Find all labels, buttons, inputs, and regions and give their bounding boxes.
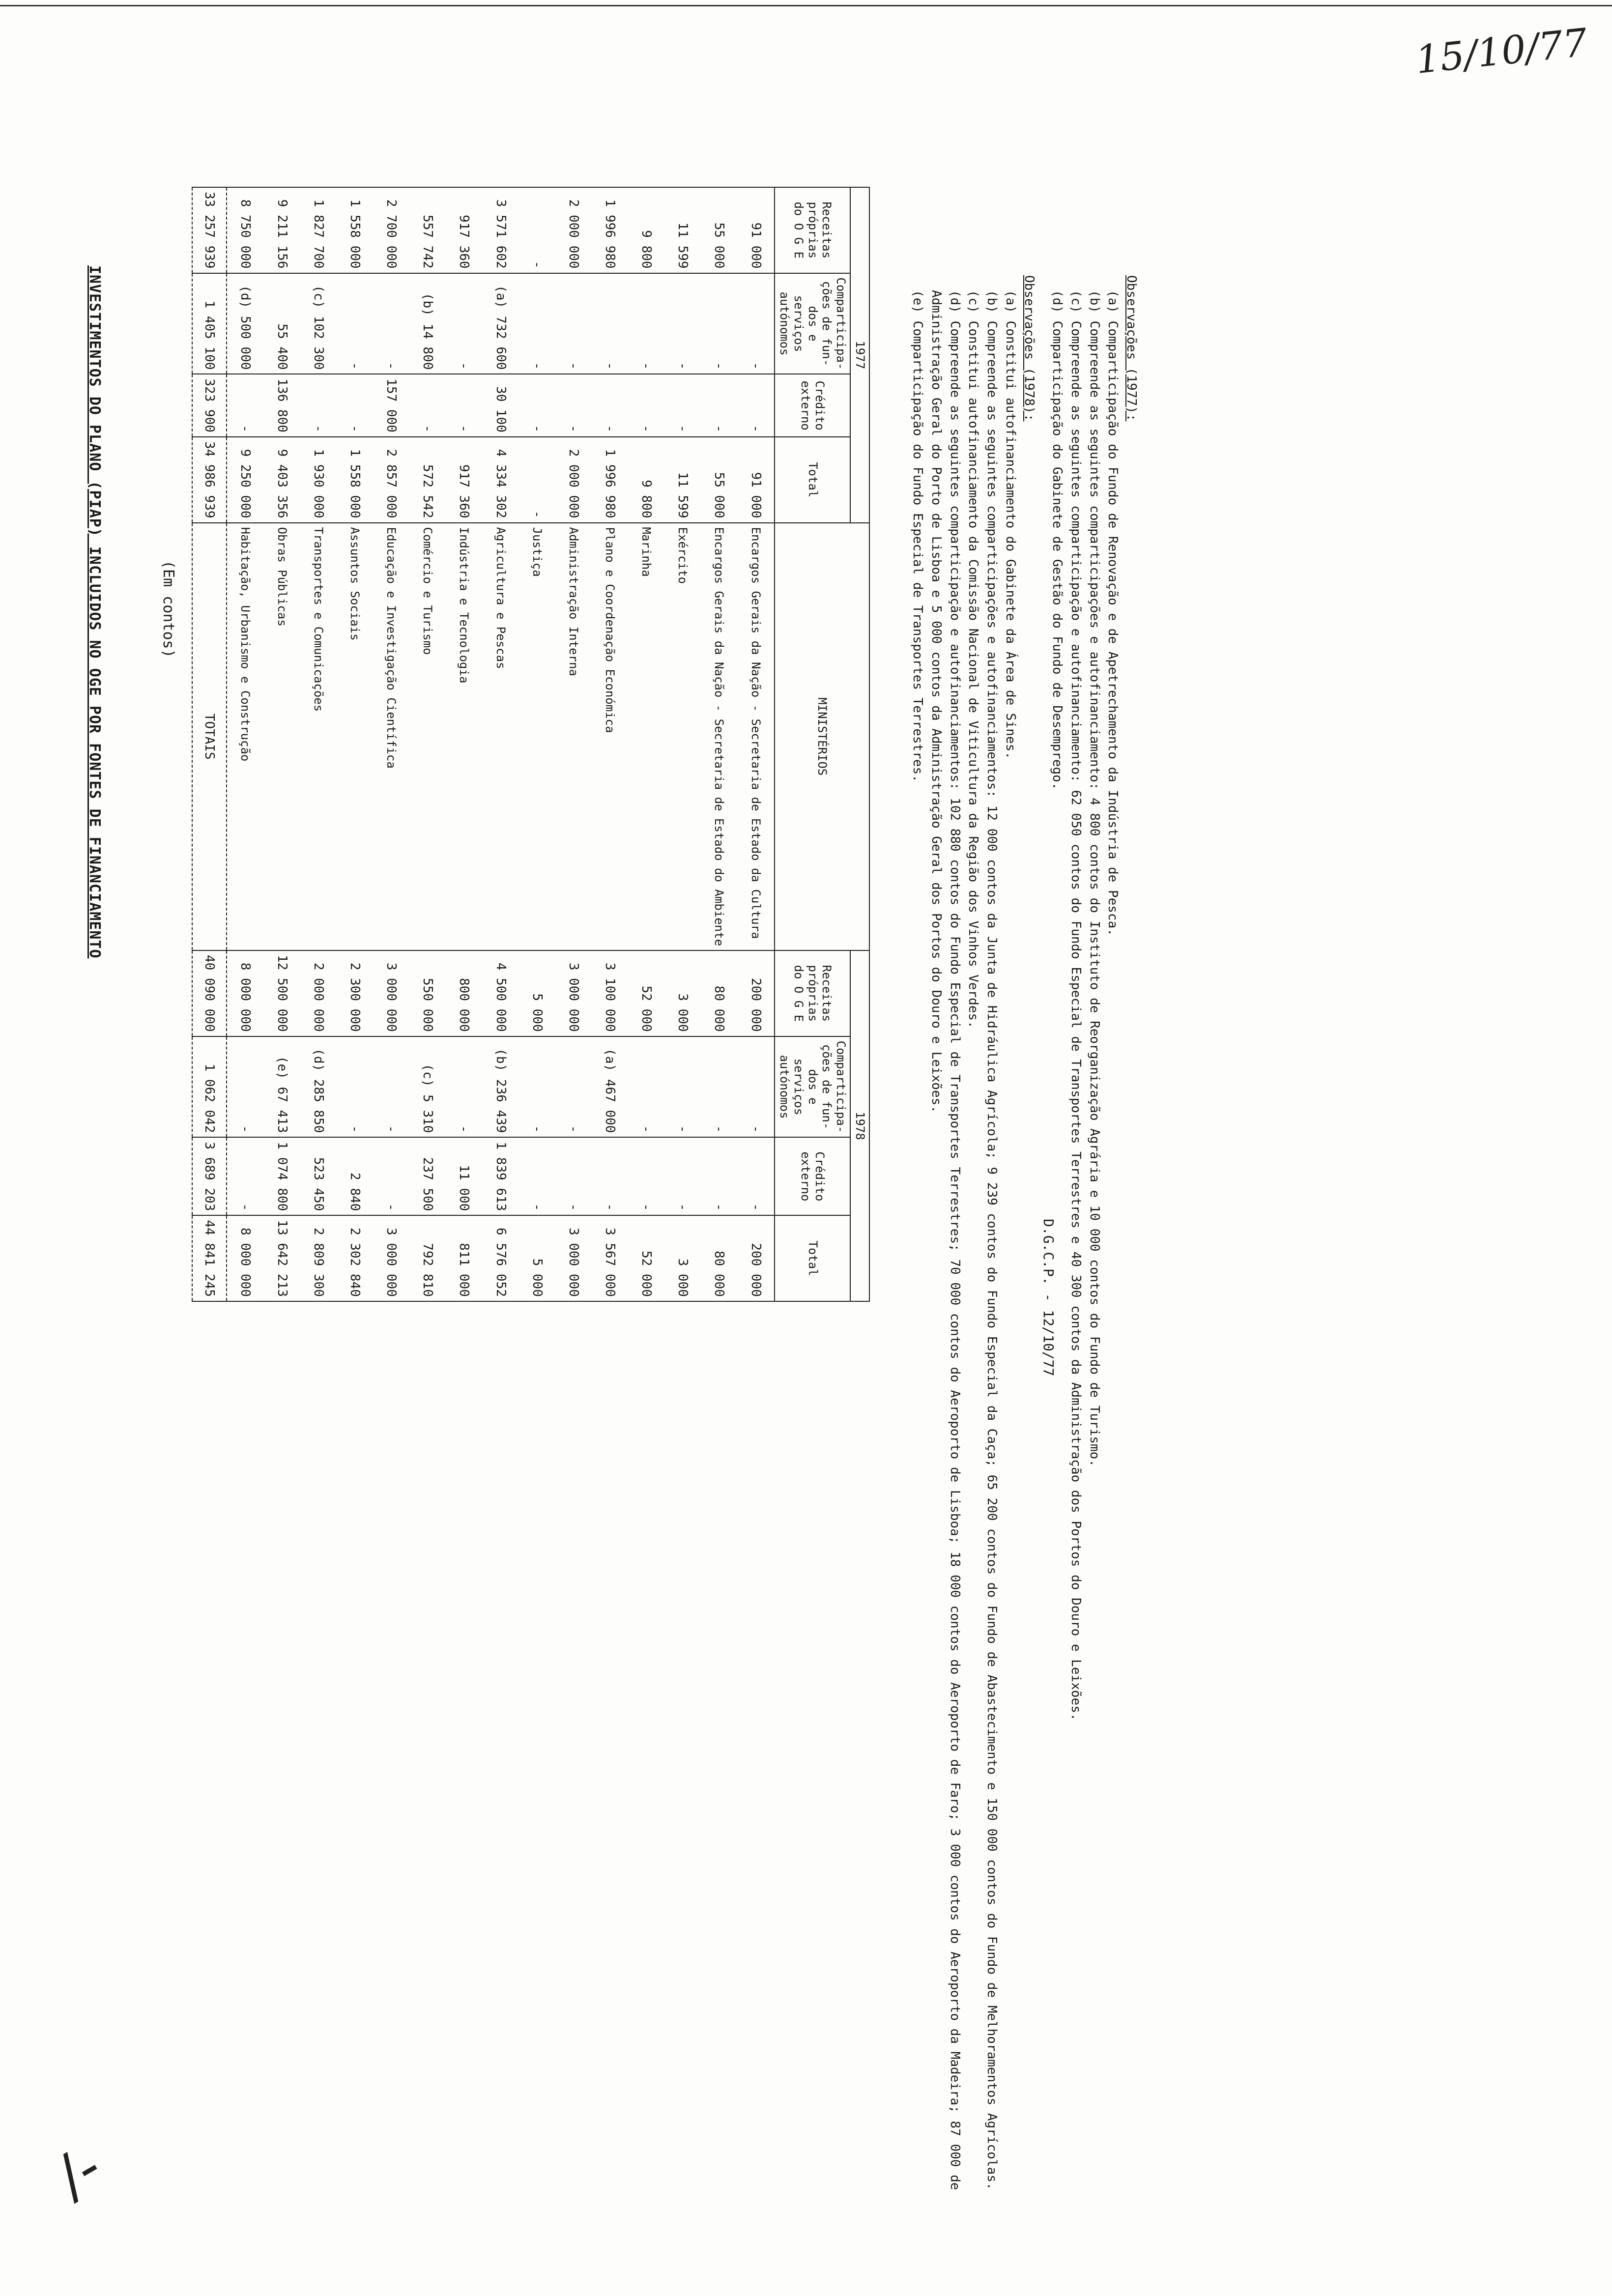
cell-e77: - (738, 374, 775, 437)
cell-r78: 5 000 (519, 950, 555, 1036)
cell-c78: (c) 5 310 (409, 1036, 446, 1138)
total-credito-78: 3 689 203 (192, 1137, 227, 1215)
cell-e77: - (555, 374, 592, 437)
cell-r78: 80 000 (701, 950, 737, 1036)
cell-e77: 157 000 (373, 374, 409, 437)
table-row (628, 187, 664, 1301)
table-row (664, 187, 701, 1301)
header-receitas-78: Receitas próprias do O G E (775, 950, 850, 1036)
cell-e78: - (519, 1137, 555, 1215)
cell-e77: - (664, 374, 701, 437)
handwritten-date: 15/10/77 (1413, 20, 1590, 83)
cell-e77: - (519, 374, 555, 437)
totals-row (192, 187, 227, 1301)
table-body (227, 187, 775, 1301)
cell-r77: - (519, 187, 555, 273)
table-row (483, 187, 519, 1301)
cell-c77: (b) 14 800 (409, 273, 446, 374)
cell-e78: - (227, 1137, 264, 1215)
cell-e77: - (300, 374, 337, 437)
observation-item: (b) Compreende as seguintes comparticipações e autofinanciamento: 4 800 contos do Instituto de Reorganização Agrária e 10 000 contos do Fundo de Turismo. (1087, 290, 1102, 1467)
cell-t77: 917 360 (446, 437, 482, 523)
cell-t77: 1 558 000 (337, 437, 373, 523)
cell-c78: (a) 467 000 (592, 1036, 628, 1138)
cell-r77: 1 558 000 (337, 187, 373, 273)
cell-e77: - (446, 374, 482, 437)
cell-t78: 6 576 052 (483, 1215, 519, 1301)
total-comparticipacoes-77: 1 405 100 (192, 273, 227, 374)
cell-r77: 2 700 000 (373, 187, 409, 273)
cell-r77: 557 742 (409, 187, 446, 273)
cell-c77: - (519, 273, 555, 374)
header-total-77: Total (775, 437, 850, 523)
cell-t77: 1 930 000 (300, 437, 337, 523)
obs-1977-title: Observações (1977): (1124, 275, 1139, 422)
cell-t78: 13 642 213 (264, 1215, 300, 1301)
cell-label: Administração Interna (555, 523, 592, 951)
cell-r78: 3 000 (664, 950, 701, 1036)
observation-item: (d) Compreende as seguintes comparticipação e autofinanciamentos: 102 880 contos do Fundo Especial de Transportes Terrestres; 70 000 contos do Aeroporto de Lisboa; 18 000 contos do Aeroporto de Faro; 3 000 contos do Aeroporto da Madeira; 87 000 de Administração Geral do Porto de Lisboa e 5 000 contos da Administração Geral dos Portos do Douro e Leixões. (929, 290, 962, 2190)
cell-e78: 523 450 (300, 1137, 337, 1215)
cell-label: Marinha (628, 523, 664, 951)
table-row (409, 187, 446, 1301)
cell-r78: 52 000 (628, 950, 664, 1036)
cell-c78: - (373, 1036, 409, 1138)
observations (908, 275, 1150, 2192)
cell-t78: 3 000 000 (555, 1215, 592, 1301)
obs-1977-list (1048, 275, 1122, 2192)
total-total-78: 44 841 245 (192, 1215, 227, 1301)
cell-t77: 1 996 980 (592, 437, 628, 523)
document-subtitle: (Em contos) (160, 560, 177, 658)
cell-t77: 9 250 000 (227, 437, 264, 523)
total-credito-77: 323 900 (192, 374, 227, 437)
cell-e78: - (555, 1137, 592, 1215)
cell-c78: - (446, 1036, 482, 1138)
observation-item: (c) Constitui autofinanciamento da Comissão Nacional de Viticultura da Região dos Vinhos Verdes. (966, 290, 981, 1029)
header-receitas-77: Receitas próprias do O G E (775, 187, 850, 273)
cell-c78: (b) 236 439 (483, 1036, 519, 1138)
cell-e77: 30 100 (483, 374, 519, 437)
cell-e78: 1 074 800 (264, 1137, 300, 1215)
observation-item: (a) Constitui autofinanciamento do Gabinete da Área de Sines. (1003, 290, 1018, 759)
header-credito-77: Crédito externo (775, 374, 850, 437)
cell-r77: 55 000 (701, 187, 737, 273)
table-row (300, 187, 337, 1301)
cell-r77: 3 571 602 (483, 187, 519, 273)
cell-c77: - (628, 273, 664, 374)
cell-label: Justiça (519, 523, 555, 951)
total-total-77: 34 986 939 (192, 437, 227, 523)
cell-e77: - (337, 374, 373, 437)
cell-c78: - (628, 1036, 664, 1138)
observation-item: (e) Comparticipação do Fundo Especial de Transportes Terrestres. (910, 290, 925, 782)
observation-item: (b) Compreende as seguintes comparticipações e autofinanciamentos: 12 000 contos da Junta de Hidráulica Agrícola; 9 239 contos do Fundo Especial da Caça; 65 200 contos do Fundo de Abastecimento e 150 000 contos do Fundo de Melhoramentos Agrícolas. (984, 290, 1000, 2190)
cell-t77: 2 000 000 (555, 437, 592, 523)
cell-c78: - (701, 1036, 737, 1138)
cell-r77: 1 996 980 (592, 187, 628, 273)
cell-t77: 2 857 000 (373, 437, 409, 523)
cell-r78: 4 500 000 (483, 950, 519, 1036)
cell-label: Encargos Gerais da Nação - Secretaria de Estado do Ambiente (701, 523, 737, 951)
cell-t78: 3 567 000 (592, 1215, 628, 1301)
table-row (738, 187, 775, 1301)
cell-e77: 136 800 (264, 374, 300, 437)
table-row (227, 187, 264, 1301)
cell-r77: 91 000 (738, 187, 775, 273)
cell-t77: 55 000 (701, 437, 737, 523)
document-title: INVESTIMENTOS DO PLANO (PIAP) INCLUIDOS NO OGE POR FONTES DE FINANCIAMENTO (86, 265, 103, 959)
table-row (701, 187, 737, 1301)
cell-r77: 9 800 (628, 187, 664, 273)
cell-c77: (a) 732 600 (483, 273, 519, 374)
cell-label: Assuntos Sociais (337, 523, 373, 951)
cell-t78: 200 000 (738, 1215, 775, 1301)
cell-t78: 80 000 (701, 1215, 737, 1301)
cell-label: Plano e Coordenação Económica (592, 523, 628, 951)
cell-c77: - (446, 273, 482, 374)
cell-r78: 200 000 (738, 950, 775, 1036)
cell-t77: 572 542 (409, 437, 446, 523)
cell-c78: - (664, 1036, 701, 1138)
cell-r77: 11 599 (664, 187, 701, 273)
cell-r78: 2 000 000 (300, 950, 337, 1036)
cell-r78: 8 000 000 (227, 950, 264, 1036)
cell-label: Obras Públicas (264, 523, 300, 951)
cell-t77: - (519, 437, 555, 523)
cell-label: Exército (664, 523, 701, 951)
obs-1978-list (908, 275, 1019, 2192)
observation-item: (c) Compreende as seguintes comparticipação e autofinanciamento: 62 050 contos do Fundo Especial de Transportes Terrestres e 40 300 contos da Administração dos Portos do Douro e Leixões. (1068, 290, 1083, 1721)
total-receitas-77: 33 257 939 (192, 187, 227, 273)
observation-item: (d) Comparticipação do Gabinete de Gestão do Fundo de Desemprego. (1050, 290, 1065, 790)
cell-c77: - (373, 273, 409, 374)
investment-table (192, 187, 870, 1302)
cell-t78: 3 000 (664, 1215, 701, 1301)
cell-e77: - (592, 374, 628, 437)
signature-line: D.G.C.P. - 12/10/77 (1040, 1219, 1057, 1377)
total-receitas-78: 40 090 000 (192, 950, 227, 1036)
cell-c78: (d) 285 850 (300, 1036, 337, 1138)
cell-t77: 91 000 (738, 437, 775, 523)
header-ministerios: MINISTÉRIOS (775, 523, 869, 951)
cell-t78: 52 000 (628, 1215, 664, 1301)
table-row (555, 187, 592, 1301)
cell-r78: 2 300 000 (337, 950, 373, 1036)
cell-r77: 917 360 (446, 187, 482, 273)
cell-label: Indústria e Tecnologia (446, 523, 482, 951)
cell-label: Habitação, Urbanismo e Construção (227, 523, 264, 951)
cell-r77: 9 211 156 (264, 187, 300, 273)
cell-r78: 3 100 000 (592, 950, 628, 1036)
cell-t78: 8 000 000 (227, 1215, 264, 1301)
totals-label: TOTAIS (192, 523, 227, 951)
cell-e77: - (227, 374, 264, 437)
cell-label: Encargos Gerais da Nação - Secretaria de Estado da Cultura (738, 523, 775, 951)
table-row (519, 187, 555, 1301)
cell-r78: 800 000 (446, 950, 482, 1036)
cell-e78: - (664, 1137, 701, 1215)
cell-e78: 2 840 (337, 1137, 373, 1215)
header-credito-78: Crédito externo (775, 1137, 850, 1215)
cell-c77: - (592, 273, 628, 374)
cell-t78: 811 000 (446, 1215, 482, 1301)
table-row (373, 187, 409, 1301)
cell-c77: - (664, 273, 701, 374)
cell-label: Comércio e Turismo (409, 523, 446, 951)
cell-e78: - (592, 1137, 628, 1215)
table-row (592, 187, 628, 1301)
cell-c77: 55 400 (264, 273, 300, 374)
cell-e77: - (701, 374, 737, 437)
cell-c78: - (519, 1036, 555, 1138)
cell-e78: 1 839 613 (483, 1137, 519, 1215)
table-row (446, 187, 482, 1301)
handwritten-mark: /- (44, 2132, 114, 2211)
total-comparticipacoes-78: 1 062 042 (192, 1036, 227, 1138)
header-total-78: Total (775, 1215, 850, 1301)
cell-e77: - (628, 374, 664, 437)
cell-t78: 2 302 840 (337, 1215, 373, 1301)
obs-1978-title: Observações (1978): (1021, 275, 1036, 422)
cell-t77: 9 800 (628, 437, 664, 523)
cell-c77: - (701, 273, 737, 374)
table-row (264, 187, 300, 1301)
cell-e78: - (373, 1137, 409, 1215)
header-year-1977: 1977 (850, 187, 869, 523)
cell-c77: - (738, 273, 775, 374)
cell-label: Educação e Investigação Científica (373, 523, 409, 951)
cell-t77: 4 334 302 (483, 437, 519, 523)
header-comparticipacoes-77: Comparticipa- ções de fun- dos e serviços autónomos (775, 273, 850, 374)
header-comparticipacoes-78: Comparticipa- ções de fun- dos e serviços autónomos (775, 1036, 850, 1138)
cell-e78: 237 500 (409, 1137, 446, 1215)
cell-c77: - (555, 273, 592, 374)
cell-t77: 11 599 (664, 437, 701, 523)
cell-e77: - (409, 374, 446, 437)
cell-c78: (e) 67 413 (264, 1036, 300, 1138)
cell-label: Transportes e Comunicações (300, 523, 337, 951)
cell-t78: 792 810 (409, 1215, 446, 1301)
cell-r78: 3 000 000 (373, 950, 409, 1036)
cell-t78: 5 000 (519, 1215, 555, 1301)
cell-e78: - (701, 1137, 737, 1215)
cell-t78: 2 809 300 (300, 1215, 337, 1301)
cell-c77: - (337, 273, 373, 374)
cell-e78: - (628, 1137, 664, 1215)
cell-e78: - (738, 1137, 775, 1215)
table-row (337, 187, 373, 1301)
header-year-1978: 1978 (850, 950, 869, 1301)
cell-e78: 11 000 (446, 1137, 482, 1215)
cell-c78: - (227, 1036, 264, 1138)
cell-r78: 3 000 000 (555, 950, 592, 1036)
cell-c77: (d) 500 000 (227, 273, 264, 374)
cell-c77: (c) 102 300 (300, 273, 337, 374)
cell-t77: 9 403 356 (264, 437, 300, 523)
cell-c78: - (555, 1036, 592, 1138)
observation-item: (a) Comparticipação do Fundo de Renovação e de Apetrechamento da Indústria de Pesca. (1105, 290, 1121, 936)
cell-c78: - (738, 1036, 775, 1138)
cell-t78: 3 000 000 (373, 1215, 409, 1301)
cell-label: Agricultura e Pescas (483, 523, 519, 951)
cell-r78: 550 000 (409, 950, 446, 1036)
cell-c78: - (337, 1036, 373, 1138)
cell-r77: 8 750 000 (227, 187, 264, 273)
cell-r77: 1 827 700 (300, 187, 337, 273)
cell-r78: 12 500 000 (264, 950, 300, 1036)
cell-r77: 2 000 000 (555, 187, 592, 273)
